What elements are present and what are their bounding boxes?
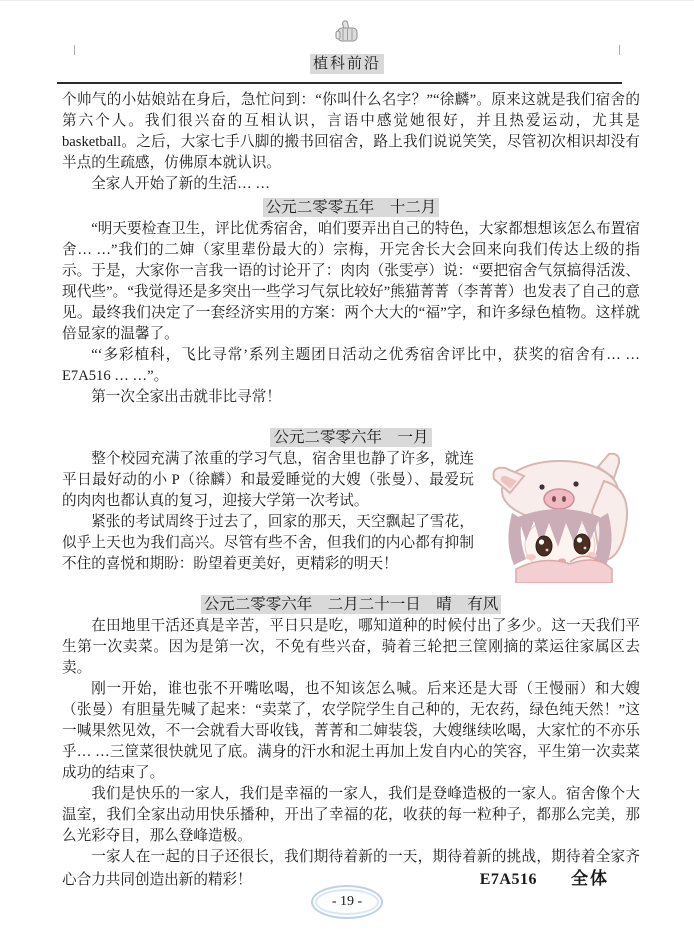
page-number: - 19 -: [311, 885, 383, 919]
paragraph: 第一次全家出击就非比寻常！: [91, 389, 281, 405]
signature-spacer: [252, 883, 480, 884]
crop-mark-left: [74, 45, 75, 55]
section-heading-jan-2006: 公元二零零六年 一月: [270, 428, 431, 447]
header-rule: [57, 82, 622, 84]
section-heading-row: [62, 428, 640, 449]
thumbs-up-fist-icon: [0, 19, 694, 49]
paragraph: 紧张的考试周终于过去了，回家的那天，天空飘起了雪花，似乎上天也为我们高兴。尽管有些不舍，但我们的内心都有抑制不住的喜悦和期盼：盼望着更美好，更精彩的明天！: [62, 514, 474, 572]
paragraph: 在田地里干活还真是辛苦，平日只是吃，哪知道种的时候付出了多少。这一天我们平生第一次卖菜。因为是第一次，不免有些兴奋，骑着三轮把三筐刚摘的菜运往家属区去卖。: [62, 618, 640, 676]
anime-girl-pig-hat-image: [484, 451, 640, 583]
section-heading-feb-2006: 公元二零零六年 二月二十一日 晴 有风: [201, 595, 502, 614]
signature-dorm: E7A516: [479, 871, 537, 888]
paragraph: “明天要检查卫生，评比优秀宿舍，咱们要弄出自己的特色，大家都想想该怎么布置宿舍… …”我们的二婶（家里辈份最大的）宗梅，开完舍长大会回来向我们传达上级的指示。于是，大家你一言我一语的讨论开了：肉肉（张雯亭）说：“要把宿舍气氛搞得活泼、现代些”。“我觉得还是多突出一些学习气氛比较好”熊猫菁菁（李菁菁）也发表了自己的意见。最终我们决定了一套经济实用的方案：两个大大的“福”字，和许多绿色植物。这样就倍显家的温馨了。: [62, 221, 640, 342]
paragraph: 整个校园充满了浓重的学习气息，宿舍里也静了许多，就连平日最好动的小 P（徐麟）和最爱睡觉的大嫂（张曼）、最爱玩的肉肉也都认真的复习，迎接大学第一次考试。: [62, 451, 474, 509]
page-content: [62, 90, 640, 891]
page-title: 植科前沿: [310, 54, 384, 74]
paragraph: 全家人开始了新的生活… …: [91, 176, 270, 192]
page-footer: [0, 885, 694, 919]
paragraph: 刚一开始，谁也张不开嘴吆喝，也不知该怎么喊。后来还是大哥（王慢丽）和大嫂（张曼）有胆量先喊了起来：“卖菜了，农学院学生自己种的，无农药，绿色纯天然！”这一喊果然见效，不一会就看大哥收钱，菁菁和二婶装袋，大嫂继续吆喝，大家忙的不亦乐乎… …三筐菜很快就见了底。满身的汗水和泥土再加上发自内心的笑容，平生第一次卖菜成功的结束了。: [62, 681, 640, 781]
paragraph: “‘多彩植科，飞比寻常’系列主题团日活动之优秀宿舍评比中，获奖的宿舍有… …E7A516 … …”。: [62, 347, 640, 384]
page-header: [0, 1, 694, 84]
paragraph: 我们是快乐的一家人，我们是幸福的一家人，我们是登峰造极的一家人。宿舍像个大温室，我们全家出动用快乐播种，开出了幸福的花，收获的每一粒种子，都那么完美，那么光彩夺目，那么登峰造极。: [62, 786, 640, 844]
section-heading-dec-2005: 公元二零零五年 十二月: [263, 198, 440, 217]
paragraph-text: 一家人在一起的日子还很长，我们期待着新的一天，期待着新的挑战，期待着全家齐心合力共同创造出新的精彩！: [62, 849, 640, 888]
signature-name: 全体: [570, 869, 609, 888]
paragraph: 个帅气的小姑娘站在身后，急忙问到：“你叫什么名字？”“徐麟”。原来这就是我们宿舍的第六个人。我们很兴奋的互相认识，言语中感觉她很好，并且热爱运动，尤其是 basketball。之后，大家七手八脚的搬书回宿舍，路上我们说说笑笑，尽管初次相识却没有半点的生疏感，仿佛原本就认识。: [62, 92, 640, 171]
crop-mark-right: [619, 45, 620, 55]
section-heading-row: [62, 198, 640, 219]
section-heading-row: [62, 595, 640, 616]
